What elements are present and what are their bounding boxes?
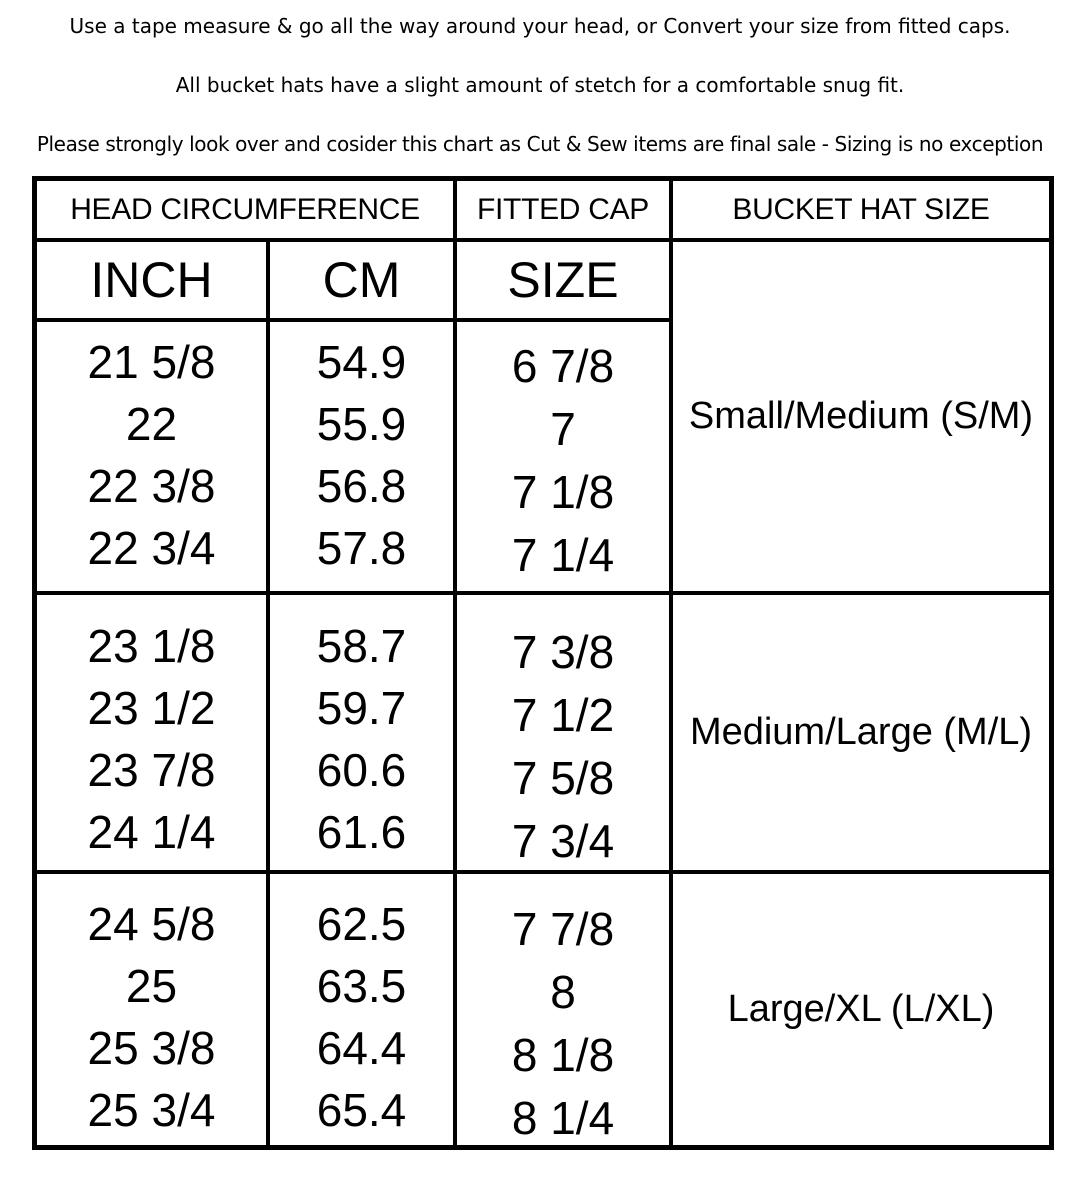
inch-value: 23 1/8 [87, 620, 216, 672]
inch-values-group-1 [37, 331, 266, 579]
header-fitted-cap: FITTED CAP [476, 192, 649, 226]
cm-value: 60.6 [316, 744, 407, 796]
cm-value: 65.4 [316, 1084, 407, 1136]
cm-value: 59.7 [316, 682, 407, 734]
fitted-value: 7 [550, 403, 576, 455]
cm-value: 54.9 [316, 336, 407, 388]
grid-line [37, 318, 673, 322]
header-cm: CM [322, 252, 401, 308]
inch-value: 25 [125, 960, 178, 1012]
inch-values-group-2 [37, 615, 266, 863]
cm-value: 55.9 [316, 398, 407, 450]
intro-line-3: Please strongly look over and cosider this chart as Cut & Sew items are final sale - Sizing is no exception [36, 132, 1044, 156]
cm-value: 58.7 [316, 620, 407, 672]
fitted-value: 7 5/8 [511, 752, 615, 804]
bucket-size-medium-large: Medium/Large (M/L) [689, 711, 1033, 753]
cm-values-group-2 [270, 615, 453, 863]
bucket-size-small-medium: Small/Medium (S/M) [688, 395, 1034, 437]
intro-line-1: Use a tape measure & go all the way around your head, or Convert your size from fitted caps. [69, 14, 1011, 38]
inch-value: 23 7/8 [87, 744, 216, 796]
cm-value: 57.8 [316, 522, 407, 574]
fitted-value: 8 [550, 966, 576, 1018]
fitted-value: 7 1/8 [511, 466, 615, 518]
fitted-value: 8 1/4 [511, 1092, 615, 1144]
inch-values-group-3 [37, 893, 266, 1141]
fitted-value: 7 7/8 [511, 903, 615, 955]
inch-value: 25 3/8 [87, 1022, 216, 1074]
bucket-size-large-xl: Large/XL (L/XL) [727, 988, 995, 1030]
inch-value: 22 3/8 [87, 460, 216, 512]
inch-value: 24 5/8 [87, 898, 216, 950]
header-head-circumference: HEAD CIRCUMFERENCE [70, 192, 420, 226]
cm-value: 64.4 [316, 1022, 407, 1074]
fitted-values-group-3 [457, 898, 669, 1150]
header-size: SIZE [507, 252, 619, 308]
inch-value: 24 1/4 [87, 806, 216, 858]
inch-value: 25 3/4 [87, 1084, 216, 1136]
inch-value: 22 3/4 [87, 522, 216, 574]
cm-value: 62.5 [316, 898, 407, 950]
size-chart-table [32, 176, 1054, 1150]
fitted-values-group-1 [457, 335, 669, 587]
cm-values-group-3 [270, 893, 453, 1141]
fitted-value: 7 3/8 [511, 626, 615, 678]
header-bucket-hat-size: BUCKET HAT SIZE [732, 192, 990, 226]
cm-value: 61.6 [316, 806, 407, 858]
cm-values-group-1 [270, 331, 453, 579]
cm-value: 56.8 [316, 460, 407, 512]
cm-value: 63.5 [316, 960, 407, 1012]
intro-line-2: All bucket hats have a slight amount of stetch for a comfortable snug fit. [175, 73, 905, 97]
inch-value: 22 [125, 398, 178, 450]
fitted-value: 6 7/8 [511, 340, 615, 392]
inch-value: 23 1/2 [87, 682, 216, 734]
header-inch: INCH [90, 252, 213, 308]
fitted-value: 8 1/8 [511, 1029, 615, 1081]
inch-value: 21 5/8 [87, 336, 216, 388]
fitted-values-group-2 [457, 621, 669, 873]
fitted-value: 7 1/2 [511, 689, 615, 741]
fitted-value: 7 3/4 [511, 815, 615, 867]
fitted-value: 7 1/4 [511, 529, 615, 581]
